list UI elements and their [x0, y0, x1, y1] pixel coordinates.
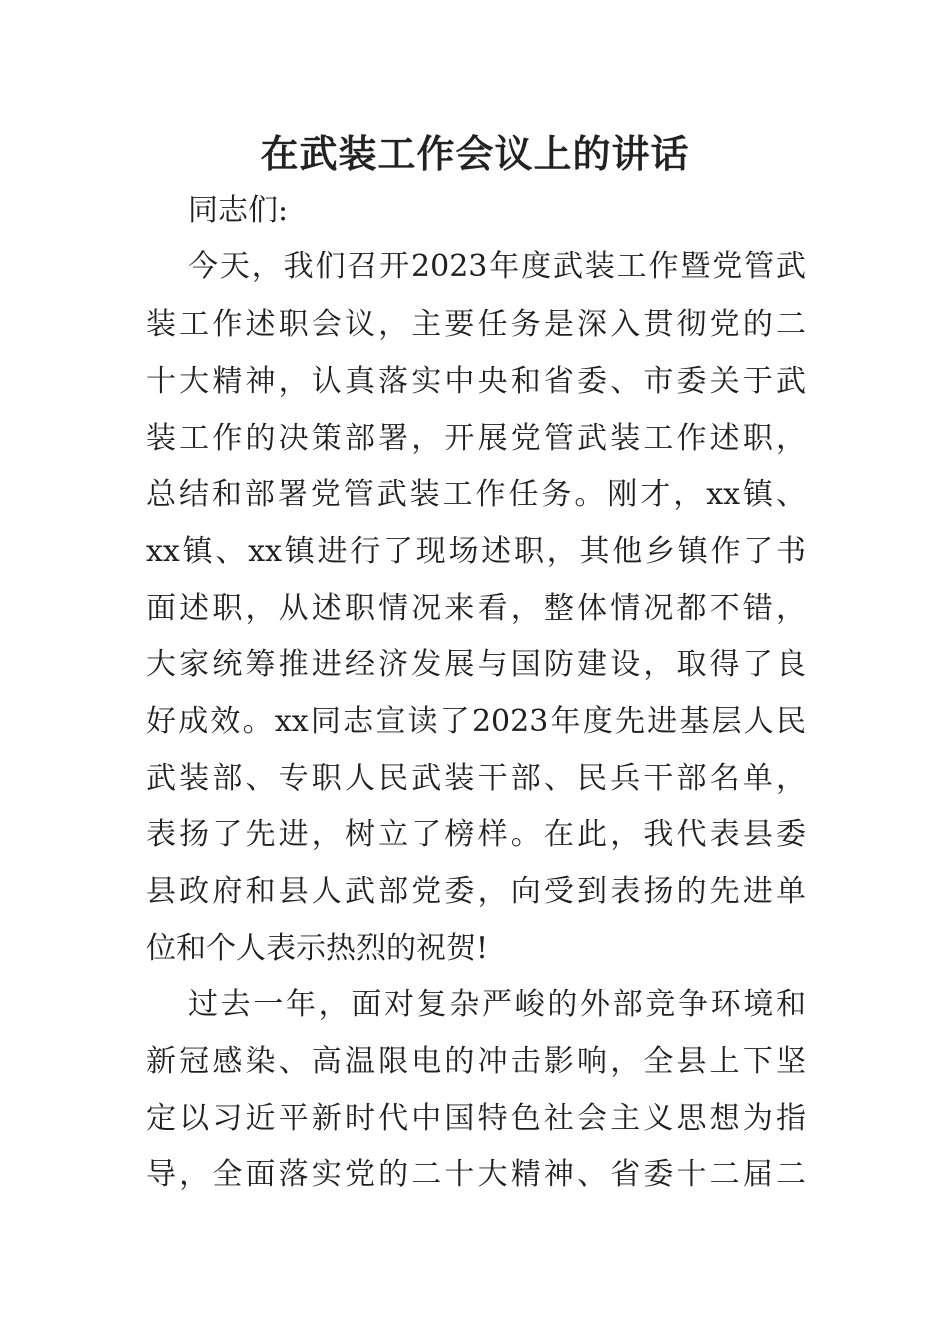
- paragraph-2-line-2: 新冠感染、高温限电的冲击影响，全县上下坚: [146, 1044, 806, 1079]
- paragraph-1-line-3: 十大精神，认真落实中央和省委、市委关于武: [146, 364, 806, 399]
- paragraph-1-line-2: 装工作述职会议，主要任务是深入贯彻党的二: [146, 307, 806, 342]
- paragraph-1-line-9: 好成效。xx同志宣读了2023年度先进基层人民: [146, 704, 806, 739]
- paragraph-1-line-12: 县政府和县人武部党委，向受到表扬的先进单: [146, 874, 806, 909]
- paragraph-1-line-6: xx镇、xx镇进行了现场述职，其他乡镇作了书: [146, 534, 806, 569]
- paragraph-1-line-5: 总结和部署党管武装工作任务。刚才，xx镇、: [146, 477, 806, 512]
- greeting: 同志们:: [188, 193, 289, 228]
- paragraph-2-line-4: 导，全面落实党的二十大精神、省委十二届二: [146, 1157, 806, 1192]
- paragraph-2-line-3: 定以习近平新时代中国特色社会主义思想为指: [146, 1101, 806, 1136]
- paragraph-1-line-10: 武装部、专职人民武装干部、民兵干部名单，: [146, 761, 806, 796]
- paragraph-1-line-4: 装工作的决策部署，开展党管武装工作述职，: [146, 421, 806, 456]
- paragraph-2-line-1: 过去一年，面对复杂严峻的外部竞争环境和: [188, 987, 806, 1022]
- paragraph-1-line-7: 面述职，从述职情况来看，整体情况都不错，: [146, 591, 806, 626]
- document-title: 在武装工作会议上的讲话: [260, 132, 690, 176]
- paragraph-1-line-8: 大家统筹推进经济发展与国防建设，取得了良: [146, 647, 806, 682]
- paragraph-1-line-11: 表扬了先进，树立了榜样。在此，我代表县委: [146, 817, 806, 852]
- paragraph-1-line-13: 位和个人表示热烈的祝贺!: [146, 931, 489, 966]
- paragraph-1-line-1: 今天，我们召开2023年度武装工作暨党管武: [188, 249, 806, 284]
